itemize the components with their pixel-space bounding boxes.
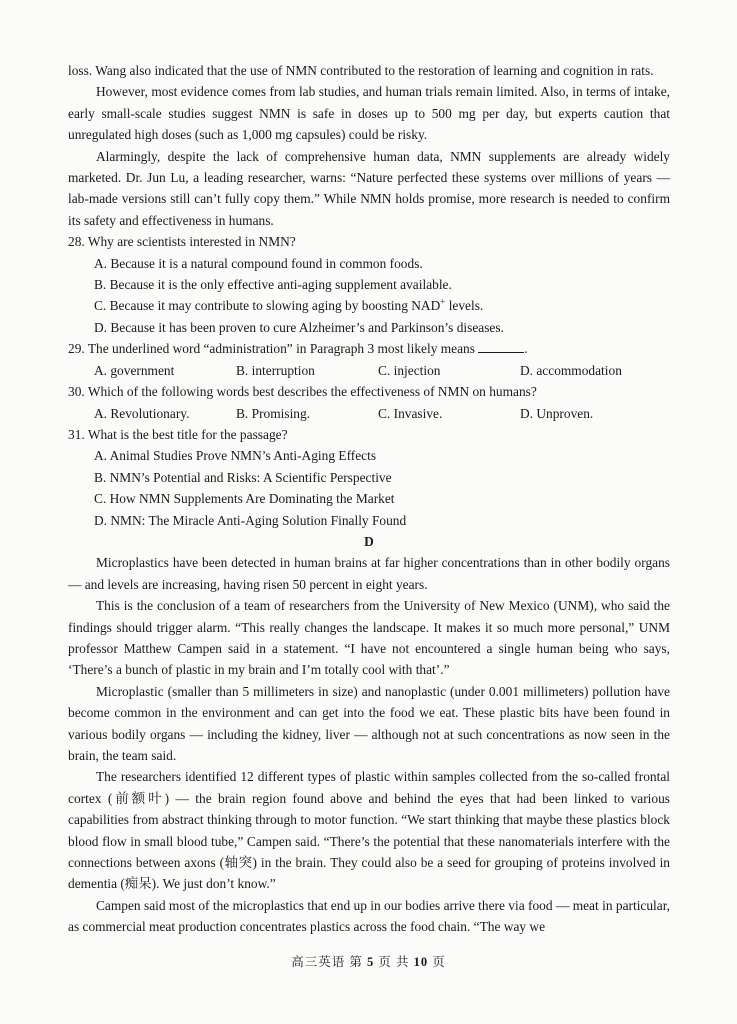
question-28-option-d: D. Because it has been proven to cure Alzheimer’s and Parkinson’s diseases. [94,319,504,335]
footer-suffix: 页 [432,955,446,969]
question-29-option-c: C. injection [378,362,441,378]
passage-d-paragraph-5: Campen said most of the microplastics that end up in our bodies arrive there via food — meat in particular, as commercial meat production concentrates plastics across the food chain. “The way we [68,897,670,935]
passage-c-paragraph-3: Alarmingly, despite the lack of comprehensive human data, NMN supplements are already widely marketed. Dr. Jun Lu, a leading researcher, warns: “Nature perfected these systems over millions of years — lab-made versions still can’t fully copy them.” While NMN holds promise, more research is needed to confirm its safety and effectiveness in humans. [68,148,670,228]
question-28-option-a: A. Because it is a natural compound found in common foods. [94,255,423,271]
question-29-option-d: D. accommodation [520,362,622,378]
question-30-options [68,403,670,424]
page-content [68,60,670,938]
question-29-stem-end: . [524,341,528,357]
section-heading-d: D [364,533,374,549]
question-29-stem [68,338,670,359]
question-29 [68,338,670,381]
question-30-stem: 30. Which of the following words best describes the effectiveness of NMN on humans? [68,384,537,400]
question-30-option-b: B. Promising. [236,405,311,421]
question-30-option-d: D. Unproven. [520,405,594,421]
question-28-option-c-tail: levels. [445,298,484,314]
question-28-option-c [68,295,670,316]
passage-d-paragraph-3: Microplastic (smaller than 5 millimeters in size) and nanoplastic (under 0.001 millimeters) pollution have become common in the environment and can get into the food we eat. These plastic bits have been found in various bodily organs — including the kidney, liver — although not at such concentrations as now seen in the brain, the team said. [68,683,670,763]
footer-page-number: 5 [366,955,375,969]
footer-total-pages: 10 [413,955,429,969]
question-29-options [68,360,670,381]
footer-middle: 页 共 [378,955,410,969]
passage-d-paragraph-2: This is the conclusion of a team of researchers from the University of New Mexico (UNM), who said the findings should trigger alarm. “This really changes the landscape. It makes it so much more personal,” UNM professor Matthew Campen said in a statement. “I have not encountered a single human being who says, ‘There’s a bunch of plastic in my brain and I’m totally cool with that’.” [68,598,670,678]
question-31-option-b: B. NMN’s Potential and Risks: A Scientific Perspective [94,469,392,485]
question-29-option-b: B. interruption [236,362,315,378]
passage-d-paragraph-1: Microplastics have been detected in human brains at far higher concentrations than in other bodily organs — and levels are increasing, having risen 50 percent in eight years. [68,555,670,592]
page-footer [0,952,737,970]
question-31-option-c: C. How NMN Supplements Are Dominating the Market [94,491,395,507]
question-28-stem: 28. Why are scientists interested in NMN? [68,234,296,250]
question-31 [68,424,670,531]
superscript-plus: + [440,297,446,307]
question-30 [68,381,670,424]
question-31-option-a: A. Animal Studies Prove NMN’s Anti-Aging Effects [94,448,377,464]
question-29-stem-text: 29. The underlined word “administration” in Paragraph 3 most likely means [68,341,479,357]
question-30-option-c: C. Invasive. [378,405,443,421]
question-31-stem: 31. What is the best title for the passage? [68,426,288,442]
question-30-option-a: A. Revolutionary. [94,405,190,421]
passage-c-paragraph-1: loss. Wang also indicated that the use of NMN contributed to the restoration of learning and cognition in rats. [68,63,654,78]
question-31-option-d: D. NMN: The Miracle Anti-Aging Solution Finally Found [94,512,407,528]
footer-prefix: 高三英语 第 [291,955,363,969]
passage-d-paragraph-4: The researchers identified 12 different types of plastic within samples collected from the so-called frontal cortex (前额叶) — the brain region found above and behind the eyes that had been linked to various capabilities from abstract thinking through to motor function. “We start thinking that maybe these plastics block blood flow in small blood tube,” Campen said. “There’s the potential that these nanomaterials interfere with the connections between axons (轴突) in the brain. They could also be a seed for grouping of proteins involved in dementia (痴呆). We just don’t know.” [68,769,670,892]
question-28 [68,231,670,338]
answer-blank [478,340,524,353]
passage-c-paragraph-2: However, most evidence comes from lab studies, and human trials remain limited. Also, in terms of intake, early small-scale studies suggest NMN is safe in doses up to 500 mg per day, but experts caution that unregulated high doses (such as 1,000 mg capsules) could be risky. [68,84,670,143]
question-28-option-b: B. Because it is the only effective anti-aging supplement available. [94,277,452,293]
question-29-option-a: A. government [94,362,175,378]
question-28-option-c-text: C. Because it may contribute to slowing aging by boosting NAD [94,298,441,314]
